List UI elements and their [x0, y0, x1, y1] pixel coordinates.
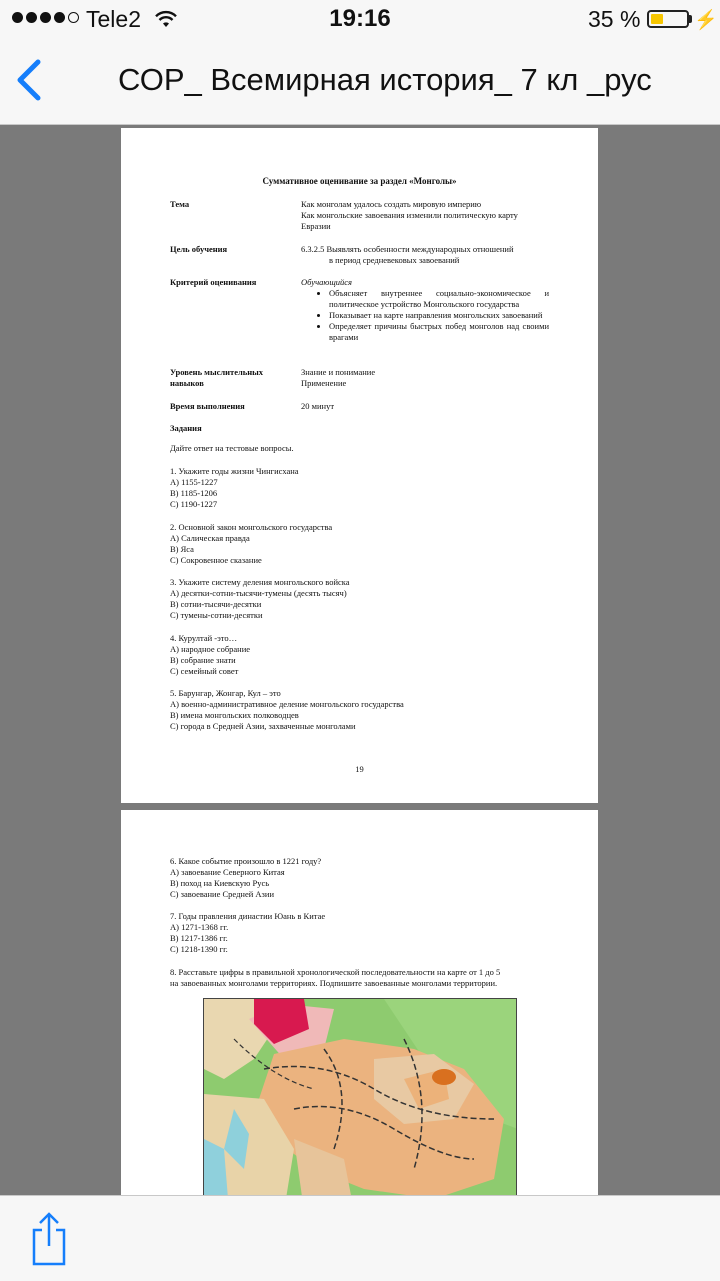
answer-option: B) Яса	[170, 544, 194, 554]
battery-cap	[689, 15, 692, 23]
topic-value	[301, 199, 549, 232]
map-illustration	[204, 999, 517, 1210]
instruction-text: Дайте ответ на тестовые вопросы.	[170, 443, 294, 453]
bottom-toolbar	[0, 1195, 720, 1281]
clock: 19:16	[329, 5, 391, 32]
question-6	[170, 856, 570, 900]
question-text-line-2: на завоеванных монголами территориях. Подпишите завоеванные монголами территории.	[170, 978, 498, 988]
carrier-name: Tele2	[86, 6, 141, 32]
skills-label-line-2: навыков	[170, 378, 204, 388]
answer-option: A) военно-административное деление монгольского государства	[170, 699, 404, 709]
answer-option: B) имена монгольских полководцев	[170, 710, 299, 720]
question-text: 7. Годы правления династии Юань в Китае	[170, 911, 326, 921]
goal-line-1: 6.3.2.5 Выявлять особенности международных отношений	[301, 244, 514, 254]
question-5	[170, 688, 570, 732]
skills-value-line-1: Знание и понимание	[301, 367, 376, 377]
goal-value	[301, 244, 549, 266]
question-2	[170, 522, 570, 566]
question-7	[170, 911, 570, 955]
topic-label: Тема	[170, 199, 190, 209]
answer-option: B) 1217-1386 гг.	[170, 933, 228, 943]
tasks-heading: Задания	[170, 423, 202, 433]
document-page-2	[121, 810, 598, 1210]
duration-value: 20 минут	[301, 401, 335, 411]
answer-option: B) сотни-тысячи-десятки	[170, 599, 262, 609]
criteria-intro: Обучающийся	[301, 277, 353, 287]
answer-option: A) 1271-1368 гг.	[170, 922, 229, 932]
share-icon[interactable]	[28, 1210, 70, 1266]
question-3	[170, 577, 570, 621]
skills-value	[301, 367, 549, 389]
answer-option: A) Салическая правда	[170, 533, 250, 543]
skills-label-line-1: Уровень мыслительных	[170, 367, 264, 377]
question-text: 6. Какое событие произошло в 1221 году?	[170, 856, 322, 866]
answer-option: C) завоевание Средней Азии	[170, 889, 275, 899]
answer-option: B) поход на Киевскую Русь	[170, 878, 270, 888]
status-bar	[0, 0, 720, 40]
question-text: 4. Курултай -это…	[170, 633, 238, 643]
answer-option: A) народное собрание	[170, 644, 251, 654]
question-text: 1. Укажите годы жизни Чингисхана	[170, 466, 299, 476]
answer-option: C) тумены-сотни-десятки	[170, 610, 263, 620]
page-number: 19	[355, 764, 364, 774]
answer-option: C) 1218-1390 гг.	[170, 944, 228, 954]
answer-option: B) 1185-1206	[170, 488, 218, 498]
document-page-1	[121, 128, 598, 803]
goal-line-2: в период средневековых завоеваний	[329, 255, 460, 265]
criteria-label: Критерий оценивания	[170, 277, 257, 287]
battery-percentage: 35 %	[588, 6, 641, 32]
criteria-item: • Показывает на карте направления монгольских завоеваний	[329, 310, 549, 321]
mongol-empire-map	[203, 998, 517, 1210]
topic-line-1: Как монголам удалось создать мировую империю	[301, 199, 482, 209]
question-text: 8. Расставьте цифры в правильной хронологической последовательности на карте от 1 до 5	[170, 967, 501, 977]
question-1	[170, 466, 570, 510]
answer-option: A) 1155-1227	[170, 477, 218, 487]
document-title: СОР_ Всемирная история_ 7 кл _рус	[118, 62, 652, 97]
question-text: 3. Укажите систему деления монгольского войска	[170, 577, 350, 587]
answer-option: A) десятки-сотни-тысячи-тумены (десять тысяч)	[170, 588, 347, 598]
question-8	[170, 967, 570, 989]
criteria-item: • Определяет причины быстрых побед монголов над своими врагами	[329, 321, 549, 343]
duration-label: Время выполнения	[170, 401, 245, 411]
goal-label: Цель обучения	[170, 244, 228, 254]
criteria-value	[301, 277, 549, 343]
answer-option: C) Сокровенное сказание	[170, 555, 262, 565]
question-4	[170, 633, 570, 677]
doc-heading: Суммативное оценивание за раздел «Монголы»	[262, 176, 457, 186]
battery-level	[651, 14, 663, 24]
skills-label	[170, 367, 263, 389]
answer-option: C) семейный совет	[170, 666, 239, 676]
chevron-left-icon[interactable]	[14, 58, 44, 102]
criteria-list	[301, 288, 549, 343]
criteria-item: • Объясняет внутреннее социально-экономическое и политическое устройство Монгольского государства	[329, 288, 549, 310]
question-text: 2. Основной закон монгольского государства	[170, 522, 333, 532]
topic-line-2: Как монгольские завоевания изменили политическую карту Евразии	[301, 210, 518, 231]
answer-option: A) завоевание Северного Китая	[170, 867, 285, 877]
question-text: 5. Барунгар, Жонгар, Кул – это	[170, 688, 281, 698]
charging-icon: ⚡	[694, 10, 718, 31]
skills-value-line-2: Применение	[301, 378, 347, 388]
navigation-bar	[0, 40, 720, 125]
battery-icon	[647, 10, 689, 28]
answer-option: B) собрание знати	[170, 655, 236, 665]
answer-option: C) 1190-1227	[170, 499, 218, 509]
answer-option: C) города в Средней Азии, захваченные монголами	[170, 721, 356, 731]
